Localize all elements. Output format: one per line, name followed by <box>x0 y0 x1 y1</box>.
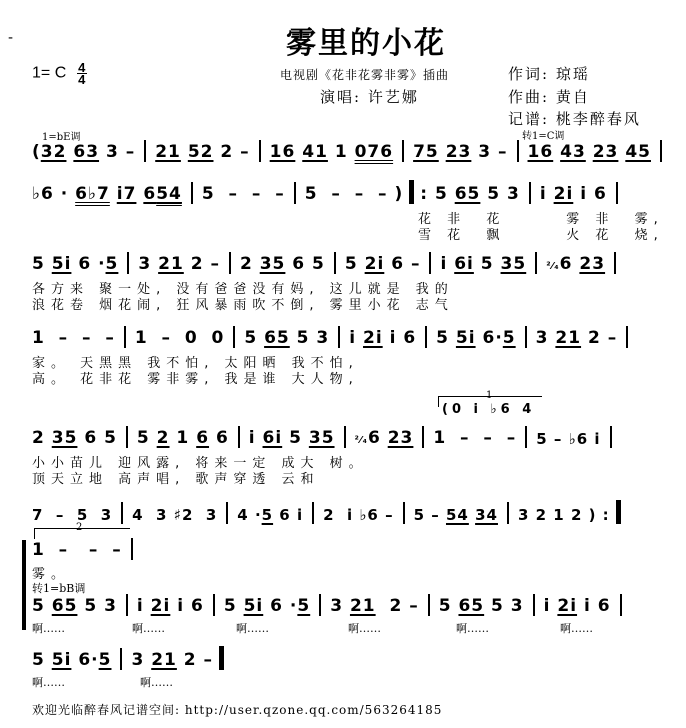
measure: 2 i ♭6 – <box>323 506 394 524</box>
lyric-ah: 啊…… <box>132 622 165 635</box>
measure: 5 65 5 3 <box>32 596 117 616</box>
measure: 5 – 54 34 <box>413 506 498 524</box>
key-signature <box>32 62 87 85</box>
lyricist: 作词: 琼瑶 <box>508 65 590 83</box>
lyrics-row-4-verse-1: 家。 天黑黑 我不怕, 太阳晒 我不怕, <box>32 356 359 371</box>
measure: ²⁄₄6 23 <box>354 428 414 448</box>
lyrics-row-5-verse-1: 小小苗儿 迎风露, 将来一定 成大 树。 <box>32 456 368 471</box>
top-dash: - <box>8 30 14 46</box>
measure: 5 5i 6·5 <box>32 650 112 670</box>
measure: 3 2 1 2 ) : <box>517 506 610 524</box>
lyric-ah: 啊…… <box>236 622 269 635</box>
measure: i 6i 5 35 <box>248 428 335 448</box>
score-row-7 <box>30 536 140 560</box>
composer: 作曲: 黄自 <box>508 88 590 106</box>
measure: 1 – – – <box>32 540 122 560</box>
song-title: 雾里的小花 <box>286 26 446 61</box>
singer: 演唱: 许艺娜 <box>320 88 419 106</box>
lyrics-row-7: 雾。 <box>32 567 71 582</box>
volta-1-notes: (0 i ♭6 4 <box>442 402 536 417</box>
measure: 5 – – – ) <box>304 184 404 204</box>
measure: 1 – – – <box>32 328 115 348</box>
score-row-1 <box>30 138 669 162</box>
measure: 5 2 1 6 6 <box>136 428 229 448</box>
measure: i 2i i 6 <box>349 328 417 348</box>
lyric-ah: 啊…… <box>560 622 593 635</box>
measure: 5 65 5 3 <box>438 596 524 616</box>
measure: 5 – ♭6 i <box>536 430 601 448</box>
measure: i 2i i 6 <box>136 596 204 616</box>
measure: 3 21 2 – <box>535 328 618 348</box>
measure: 7 – 5 3 <box>32 506 113 524</box>
subtitle: 电视剧《花非花雾非雾》插曲 <box>280 68 450 82</box>
lyrics-row-5-verse-2: 顶天立地 高声唱, 歌声穿透 云和 <box>32 472 320 487</box>
measure: 21 52 2 – <box>155 142 250 162</box>
key-label: 1= C <box>32 64 67 82</box>
measure: 2 35 6 5 <box>239 254 325 274</box>
score-row-8 <box>30 592 629 616</box>
lyrics-row-4-verse-2: 高。 花非花 雾非雾, 我是谁 大人物, <box>32 372 359 387</box>
measure: 16 43 23 45 <box>527 142 651 162</box>
volta-1-label: 1 <box>486 390 493 401</box>
score-row-5 <box>30 424 619 448</box>
measure: (32 63 3 – <box>32 142 136 162</box>
lyrics-row-2-verse-1: 花 非 花 雾 非 雾, <box>418 212 664 227</box>
score-row-9 <box>30 646 228 670</box>
lyric-ah: 啊…… <box>32 676 65 689</box>
score-row-2 <box>30 180 625 204</box>
measure: 16 41 1 076 <box>269 142 394 162</box>
lyric-ah: 啊…… <box>32 622 65 635</box>
lyric-ah: 啊…… <box>140 676 173 689</box>
lyrics-row-3-verse-1: 各方来 聚一处, 没有爸爸没有妈, 这儿就是 我的 <box>32 282 454 297</box>
measure: 2 35 6 5 <box>32 428 117 448</box>
transcriber: 记谱: 桃李醉春风 <box>508 110 641 128</box>
measure: i 6i 5 35 <box>440 254 527 274</box>
key-change-bb: 转1=bB调 <box>32 582 86 595</box>
measure: ♭6 · 6♭7 i7 654 <box>32 184 182 204</box>
measure: 3 21 2 – <box>330 596 419 616</box>
measure: i 2i i 6 <box>543 596 611 616</box>
score-row-6 <box>30 500 625 524</box>
volta-2-label: 2 <box>76 522 83 533</box>
measure: 5 5i 6 ·5 <box>32 254 119 274</box>
lyric-ah: 啊…… <box>456 622 489 635</box>
measure: 3 21 2 – <box>138 254 220 274</box>
time-sig-bottom: 4 <box>78 72 86 87</box>
measure: 5 65 5 3 <box>244 328 330 348</box>
lyrics-row-3-verse-2: 浪花卷 烟花闹, 狂风暴雨吹不倒, 雾里小花 志气 <box>32 298 454 313</box>
measure: 3 21 2 – <box>131 650 214 670</box>
measure: 4 ·5 6 i <box>237 506 304 524</box>
measure: 5 5i 6 ·5 <box>223 596 311 616</box>
measure: i 2i i 6 <box>539 184 607 204</box>
measure: ²⁄₄6 23 <box>546 254 606 274</box>
score-row-3 <box>30 250 623 274</box>
measure: 75 23 3 – <box>413 142 508 162</box>
key-change-eb: 1=bE调 <box>42 132 81 143</box>
measure: 5 – – – <box>201 184 285 204</box>
lyrics-row-2-verse-2: 雪 花 飘 火 花 烧, <box>418 228 664 243</box>
lyric-ah: 啊…… <box>348 622 381 635</box>
measure: 1 – 0 0 <box>134 328 225 348</box>
measure: 5 5i 6·5 <box>436 328 516 348</box>
score-row-4 <box>30 324 635 348</box>
footer-link[interactable]: 欢迎光临醉春风记谱空间: http://user.qzone.qq.com/563264185 <box>32 703 443 717</box>
measure: : 5 65 5 3 <box>420 184 520 204</box>
time-signature <box>77 62 87 85</box>
time-sig-top: 4 <box>78 60 86 75</box>
measure: 1 – – – <box>433 428 517 448</box>
measure: 5 2i 6 – <box>344 254 421 274</box>
section-brace <box>22 540 26 630</box>
key-change-c: 转1=C调 <box>522 131 565 142</box>
measure: 4 3 ♯2 3 <box>132 506 218 524</box>
